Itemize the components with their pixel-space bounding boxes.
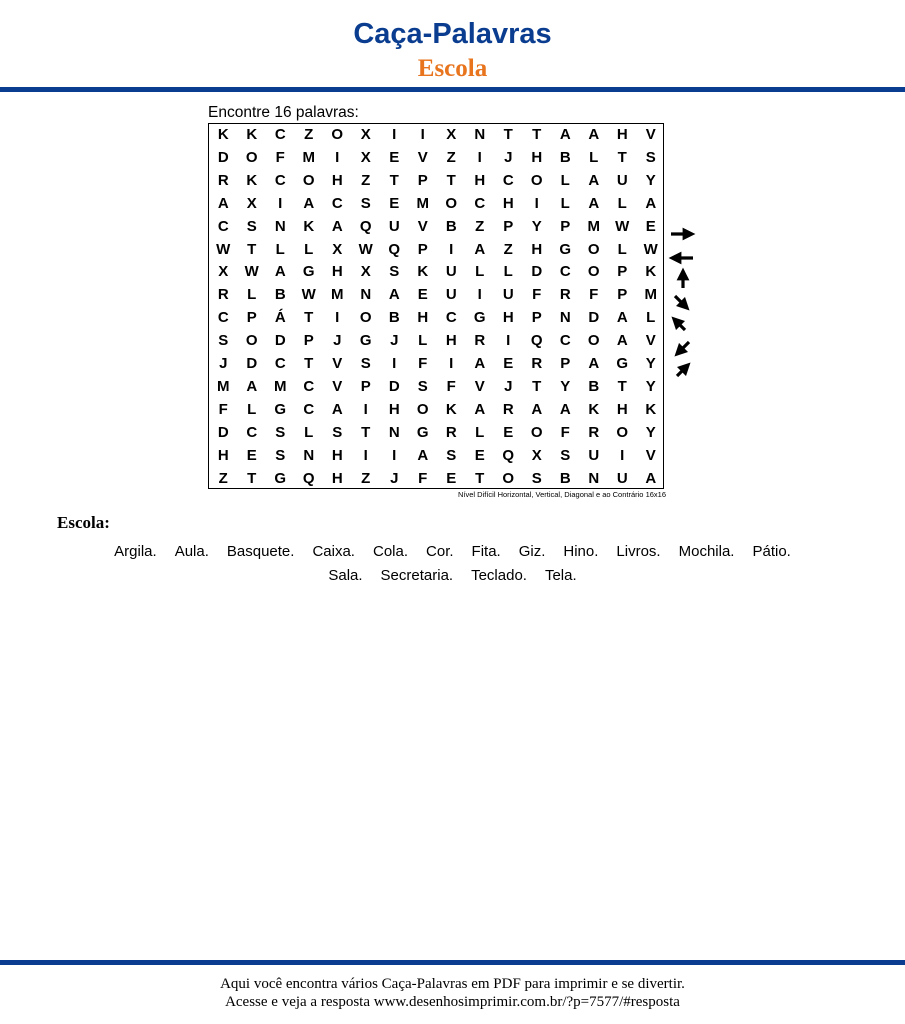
- grid-letter: K: [246, 126, 258, 143]
- grid-letter: Á: [274, 309, 286, 327]
- grid-letter: F: [532, 286, 542, 304]
- grid-letter: L: [304, 423, 314, 441]
- grid-letter: K: [217, 126, 229, 143]
- grid-letter: L: [560, 171, 570, 189]
- grid-letter: K: [588, 400, 600, 418]
- grid-letter: S: [246, 217, 257, 235]
- grid-letter: E: [389, 148, 400, 166]
- grid-letter: R: [588, 423, 600, 441]
- grid-letter: M: [644, 286, 657, 304]
- grid-letter: F: [589, 286, 599, 304]
- grid-letter: O: [245, 332, 258, 350]
- grid-letter: S: [275, 423, 286, 441]
- grid-letter: S: [360, 355, 371, 372]
- word-list-item: Giz.: [518, 543, 546, 560]
- grid-letter: H: [616, 400, 628, 418]
- grid-letter: I: [363, 446, 368, 464]
- grid-letter: N: [303, 446, 315, 464]
- grid-letter: T: [446, 171, 456, 189]
- grid-letter: H: [331, 446, 343, 464]
- grid-letter: L: [560, 194, 570, 212]
- word-list-item: Basquete.: [226, 543, 295, 560]
- grid-letter: Z: [218, 469, 228, 487]
- grid-letter: I: [506, 332, 511, 350]
- grid-letter: F: [218, 400, 228, 418]
- grid-letter: P: [303, 332, 314, 350]
- grid-letter: P: [560, 355, 571, 372]
- grid-letter: H: [502, 309, 514, 327]
- grid-letter: O: [302, 171, 315, 189]
- grid-letter: I: [420, 126, 425, 143]
- grid-letter: P: [560, 217, 571, 235]
- grid-letter: H: [388, 400, 400, 418]
- word-list-item: Aula.: [174, 543, 209, 560]
- grid-letter: K: [303, 217, 315, 235]
- grid-letter: B: [588, 377, 600, 395]
- arrow-up-left-icon: [676, 321, 685, 330]
- grid-letter: O: [416, 400, 429, 418]
- grid-letter: C: [274, 171, 286, 189]
- grid-letter: W: [216, 240, 231, 258]
- grid-letter: Z: [475, 217, 485, 235]
- grid-letter: B: [445, 217, 457, 235]
- grid-letter: T: [617, 148, 627, 166]
- grid-letter: P: [617, 286, 628, 304]
- grid-letter: C: [246, 423, 258, 441]
- grid-letter: H: [616, 126, 628, 143]
- grid-letter: T: [304, 355, 314, 372]
- grid-letter: C: [559, 332, 571, 350]
- grid-letter: M: [217, 377, 230, 395]
- grid-letter: A: [274, 263, 286, 281]
- grid-letter: P: [531, 309, 542, 327]
- grid-letter: J: [390, 469, 399, 487]
- grid-letter: J: [390, 332, 399, 350]
- letter-grid: [208, 123, 664, 489]
- grid-letter: L: [418, 332, 428, 350]
- grid-letter: D: [588, 309, 600, 327]
- footer-text: Aqui você encontra vários Caça-Palavras em PDF para imprimir e se divertir.: [220, 976, 685, 992]
- grid-letter: S: [332, 423, 343, 441]
- grid-letter: Q: [359, 217, 372, 235]
- grid-letter: T: [503, 126, 513, 143]
- header-divider: [0, 87, 905, 92]
- grid-letter: L: [475, 423, 485, 441]
- grid-letter: U: [616, 469, 628, 487]
- word-list-item: Argila.: [114, 543, 157, 560]
- grid-letter: N: [588, 469, 600, 487]
- grid-letter: I: [449, 240, 454, 258]
- grid-letter: A: [303, 194, 315, 212]
- word-list-row-1: [0, 542, 905, 562]
- grid-letter: A: [531, 400, 543, 418]
- grid-letter: E: [246, 446, 257, 464]
- grid-letter: N: [388, 423, 400, 441]
- grid-letter: I: [620, 446, 625, 464]
- grid-letter: J: [504, 377, 513, 395]
- grid-letter: Y: [645, 171, 656, 189]
- word-list-item: Teclado.: [471, 567, 527, 584]
- grid-letter: A: [616, 332, 628, 350]
- grid-letter: A: [217, 194, 229, 212]
- grid-letter: U: [388, 217, 400, 235]
- grid-letter: G: [359, 332, 372, 350]
- footer-divider: [0, 960, 905, 965]
- grid-letter: O: [616, 423, 629, 441]
- grid-letter: W: [358, 240, 373, 258]
- grid-letter: O: [530, 171, 543, 189]
- grid-letter: C: [303, 377, 315, 395]
- grid-letter: C: [217, 309, 229, 327]
- grid-letter: L: [589, 148, 599, 166]
- word-list-item: Cor.: [426, 543, 454, 560]
- grid-letter: F: [275, 148, 285, 166]
- grid-letter: L: [617, 194, 627, 212]
- grid-letter: K: [246, 171, 258, 189]
- grid-letter: R: [445, 423, 457, 441]
- grid-letter: H: [331, 171, 343, 189]
- grid-letter: R: [217, 286, 229, 304]
- grid-letter: S: [360, 194, 371, 212]
- grid-letter: X: [360, 148, 371, 166]
- grid-letter: I: [392, 126, 397, 143]
- grid-letter: C: [474, 194, 486, 212]
- grid-letter: P: [617, 263, 628, 281]
- grid-letter: B: [274, 286, 286, 304]
- grid-letter: V: [645, 332, 656, 350]
- grid-letter: B: [559, 469, 571, 487]
- word-list-item: Secretaria.: [380, 567, 454, 584]
- grid-letter: Z: [446, 148, 456, 166]
- word-list-item: Sala.: [328, 567, 363, 584]
- word-list-item: Cola.: [372, 543, 409, 560]
- grid-letter: E: [417, 286, 428, 304]
- grid-letter: I: [363, 400, 368, 418]
- grid-letter: T: [304, 309, 314, 327]
- grid-letter: E: [446, 469, 457, 487]
- grid-letter: G: [416, 423, 429, 441]
- grid-letter: Y: [645, 423, 656, 441]
- grid-letter: R: [474, 332, 486, 350]
- word-list-row-2: [0, 566, 905, 586]
- grid-letter: R: [217, 171, 229, 189]
- grid-letter: G: [616, 355, 629, 372]
- grid-letter: A: [331, 217, 343, 235]
- grid-letter: I: [477, 286, 482, 304]
- grid-letter: S: [389, 263, 400, 281]
- grid-letter: U: [502, 286, 514, 304]
- grid-letter: S: [218, 332, 229, 350]
- grid-letter: P: [503, 217, 514, 235]
- grid-letter: A: [331, 400, 343, 418]
- grid-letter: L: [304, 240, 314, 258]
- grid-letter: O: [331, 126, 344, 143]
- grid-letter: O: [587, 332, 600, 350]
- grid-letter: I: [534, 194, 539, 212]
- grid-letter: Q: [302, 469, 315, 487]
- footer-link-text[interactable]: Acesse e veja a resposta www.desenhosimprimir.com.br/?p=7577/#resposta: [225, 994, 680, 1010]
- word-list-item: Tela.: [544, 567, 577, 584]
- grid-letter: N: [474, 126, 486, 143]
- page-subtitle: Escola: [417, 55, 488, 82]
- grid-letter: A: [417, 446, 429, 464]
- grid-letter: L: [646, 309, 656, 327]
- grid-letter: G: [473, 309, 486, 327]
- grid-letter: Y: [645, 355, 656, 372]
- grid-letter: I: [392, 446, 397, 464]
- grid-letter: P: [417, 171, 428, 189]
- word-list-item: Livros.: [616, 543, 661, 560]
- grid-letter: H: [331, 469, 343, 487]
- difficulty-note: Nível Difícil Horizontal, Vertical, Diagonal e ao Contrário 16x16: [457, 490, 666, 499]
- grid-letter: A: [388, 286, 400, 304]
- grid-letter: X: [246, 194, 257, 212]
- grid-letter: D: [217, 148, 229, 166]
- grid-letter: A: [474, 240, 486, 258]
- grid-letter: R: [531, 355, 543, 372]
- grid-letter: N: [274, 217, 286, 235]
- arrow-down-right-icon: [675, 296, 685, 306]
- grid-letter: D: [388, 377, 400, 395]
- grid-letter: P: [246, 309, 257, 327]
- grid-letter: A: [474, 355, 486, 372]
- grid-letter: F: [560, 423, 570, 441]
- arrow-up-right-icon: [677, 367, 686, 376]
- grid-letter: O: [245, 148, 258, 166]
- grid-letter: S: [446, 446, 457, 464]
- grid-letter: Q: [502, 446, 515, 464]
- grid-letter: Q: [530, 332, 543, 350]
- grid-letter: S: [417, 377, 428, 395]
- grid-letter: L: [503, 263, 513, 281]
- grid-letter: U: [445, 286, 457, 304]
- grid-letter: H: [445, 332, 457, 350]
- grid-letter: I: [335, 309, 340, 327]
- grid-letter: Z: [304, 126, 314, 143]
- grid-letter: H: [417, 309, 429, 327]
- grid-letter: T: [247, 240, 257, 258]
- grid-letter: I: [335, 148, 340, 166]
- grid-letter: O: [445, 194, 458, 212]
- grid-letter: T: [247, 469, 257, 487]
- grid-letter: I: [278, 194, 283, 212]
- grid-letter: H: [217, 446, 229, 464]
- grid-letter: Y: [645, 377, 656, 395]
- grid-letter: C: [303, 400, 315, 418]
- grid-letter: S: [645, 148, 656, 166]
- grid-letter: F: [418, 469, 428, 487]
- grid-letter: O: [587, 240, 600, 258]
- grid-letter: U: [445, 263, 457, 281]
- grid-letter: S: [275, 446, 286, 464]
- grid-letter: O: [502, 469, 515, 487]
- grid-letter: M: [274, 377, 287, 395]
- grid-letter: H: [531, 148, 543, 166]
- grid-letter: V: [417, 148, 428, 166]
- grid-letter: Z: [361, 469, 371, 487]
- grid-letter: M: [302, 148, 315, 166]
- grid-letter: F: [446, 377, 456, 395]
- grid-letter: J: [504, 148, 513, 166]
- arrow-down-left-icon: [679, 342, 689, 352]
- grid-letter: T: [617, 377, 627, 395]
- grid-letter: F: [418, 355, 428, 372]
- grid-letter: H: [474, 171, 486, 189]
- grid-letter: N: [360, 286, 372, 304]
- grid-letter: D: [246, 355, 258, 372]
- grid-letter: A: [246, 377, 258, 395]
- grid-letter: C: [502, 171, 514, 189]
- grid-letter: V: [645, 446, 656, 464]
- page-title: Caça-Palavras: [353, 18, 552, 50]
- grid-letter: T: [361, 423, 371, 441]
- grid-letter: P: [417, 240, 428, 258]
- word-list-item: Mochila.: [678, 543, 735, 560]
- grid-letter: V: [474, 377, 485, 395]
- grid-letter: M: [331, 286, 344, 304]
- grid-letter: W: [643, 240, 658, 258]
- grid-letter: K: [645, 400, 657, 418]
- grid-letter: C: [445, 309, 457, 327]
- grid-letter: O: [530, 423, 543, 441]
- grid-letter: K: [645, 263, 657, 281]
- grid-letter: T: [475, 469, 485, 487]
- word-list-item: Pátio.: [752, 543, 791, 560]
- word-list-title: Escola:: [57, 513, 110, 532]
- grid-letter: Z: [503, 240, 513, 258]
- grid-letter: U: [588, 446, 600, 464]
- grid-letter: C: [274, 126, 286, 143]
- grid-letter: C: [274, 355, 286, 372]
- grid-letter: C: [559, 263, 571, 281]
- grid-letter: G: [302, 263, 315, 281]
- grid-letter: O: [359, 309, 372, 327]
- grid-letter: D: [217, 423, 229, 441]
- grid-letter: M: [587, 217, 600, 235]
- grid-letter: R: [559, 286, 571, 304]
- direction-legend: [667, 222, 699, 382]
- word-list-item: Caixa.: [312, 543, 355, 560]
- grid-letter: T: [532, 126, 542, 143]
- grid-letter: Y: [531, 217, 542, 235]
- grid-letter: E: [645, 217, 656, 235]
- grid-letter: V: [645, 126, 656, 143]
- grid-letter: L: [247, 286, 257, 304]
- grid-letter: B: [388, 309, 400, 327]
- grid-letter: J: [333, 332, 342, 350]
- grid-letter: J: [219, 355, 228, 372]
- word-list-item: Hino.: [563, 543, 599, 560]
- grid-letter: H: [331, 263, 343, 281]
- puzzle-instruction: Encontre 16 palavras:: [208, 104, 359, 121]
- grid-letter: K: [445, 400, 457, 418]
- grid-letter: A: [588, 126, 600, 143]
- grid-letter: Q: [388, 240, 401, 258]
- grid-letter: X: [332, 240, 343, 258]
- grid-letter: I: [392, 355, 397, 372]
- grid-letter: X: [360, 263, 371, 281]
- grid-letter: G: [559, 240, 572, 258]
- grid-letter: A: [559, 126, 571, 143]
- grid-letter: V: [332, 377, 343, 395]
- grid-letter: L: [247, 400, 257, 418]
- grid-letter: X: [531, 446, 542, 464]
- grid-letter: I: [449, 355, 454, 372]
- grid-letter: X: [446, 126, 457, 143]
- grid-letter: V: [417, 217, 428, 235]
- grid-letter: M: [416, 194, 429, 212]
- grid-letter: L: [475, 263, 485, 281]
- grid-letter: S: [531, 469, 542, 487]
- grid-letter: P: [360, 377, 371, 395]
- grid-letter: C: [217, 217, 229, 235]
- grid-letter: A: [645, 469, 657, 487]
- grid-letter: H: [531, 240, 543, 258]
- grid-letter: H: [502, 194, 514, 212]
- grid-letter: I: [477, 148, 482, 166]
- grid-letter: B: [559, 148, 571, 166]
- grid-letter: K: [417, 263, 429, 281]
- grid-letter: W: [244, 263, 259, 281]
- grid-letter: A: [645, 194, 657, 212]
- grid-letter: R: [502, 400, 514, 418]
- grid-letter: G: [274, 400, 287, 418]
- grid-letter: L: [617, 240, 627, 258]
- grid-letter: A: [559, 400, 571, 418]
- grid-letter: Y: [560, 377, 571, 395]
- word-list-item: Fita.: [471, 543, 501, 560]
- grid-letter: A: [588, 194, 600, 212]
- grid-letter: Z: [361, 171, 371, 189]
- grid-letter: A: [588, 171, 600, 189]
- grid-letter: W: [301, 286, 316, 304]
- grid-letter: L: [275, 240, 285, 258]
- grid-letter: T: [389, 171, 399, 189]
- grid-letter: A: [616, 309, 628, 327]
- grid-letter: D: [274, 332, 286, 350]
- grid-letter: C: [331, 194, 343, 212]
- grid-letter: O: [587, 263, 600, 281]
- grid-letter: A: [588, 355, 600, 372]
- grid-letter: W: [615, 217, 630, 235]
- grid-letter: T: [532, 377, 542, 395]
- grid-letter: E: [503, 355, 514, 372]
- grid-letter: E: [389, 194, 400, 212]
- grid-letter: S: [560, 446, 571, 464]
- grid-letter: N: [559, 309, 571, 327]
- grid-letter: A: [474, 400, 486, 418]
- grid-letter: X: [218, 263, 229, 281]
- grid-letter: D: [531, 263, 543, 281]
- grid-letter: X: [360, 126, 371, 143]
- grid-letter: E: [503, 423, 514, 441]
- grid-letter: V: [332, 355, 343, 372]
- grid-letter: U: [616, 171, 628, 189]
- grid-letter: E: [474, 446, 485, 464]
- grid-letter: G: [274, 469, 287, 487]
